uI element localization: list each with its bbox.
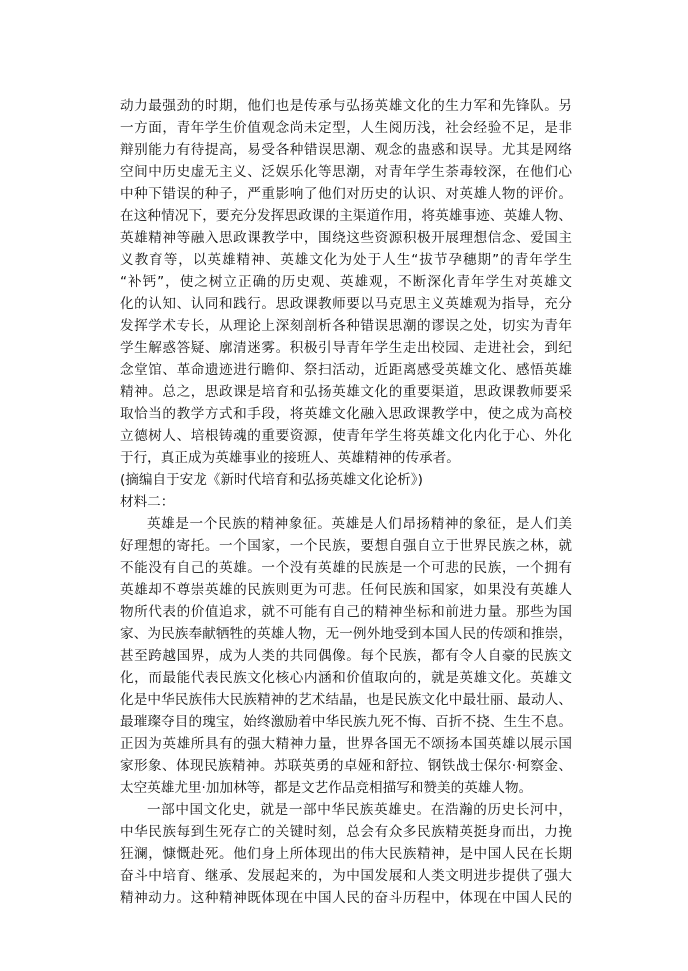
text-line: 精神。总之，思政课是培育和弘扬英雄文化的重要渠道，思政课教师要采: [120, 384, 572, 400]
text-line: 太空英雄尤里·加加林等，都是文艺作品竞相描写和赞美的英雄人物。: [120, 780, 533, 796]
text-line: 辩别能力有待提高，易受各种错误思潮、观念的蛊惑和误导。尤其是网络: [120, 142, 572, 158]
text-line: 不能没有自己的英雄。一个没有英雄的民族是一个可悲的民族，一个拥有: [120, 560, 572, 576]
text-line: 英雄是一个民族的精神象征。英雄是人们昂扬精神的象征，是人们美: [147, 516, 572, 532]
text-line: 在这种情况下，要充分发挥思政课的主渠道作用，将英雄事迹、英雄人物、: [120, 208, 572, 224]
text-line: 甚至跨越国界，成为人类的共同偶像。每个民族，都有令人自豪的民族文: [120, 648, 572, 664]
text-line: “补钙”，使之树立正确的历史观、英雄观，不断深化青年学生对英雄文: [120, 274, 572, 290]
text-line: 家形象、体现民族精神。苏联英勇的卓娅和舒拉、钢铁战士保尔·柯察金、: [120, 758, 572, 774]
paragraph-2: [120, 513, 572, 799]
text-line: 物所代表的价值追求，就不可能有自己的精神坐标和前进力量。那些为国: [120, 604, 572, 620]
paragraph-part1: [120, 95, 572, 469]
text-line: 家、为民族奉献牺牲的英雄人物，无一例外地受到本国人民的传颂和推崇，: [120, 626, 572, 642]
text-line: 念堂馆、革命遗迹进行瞻仰、祭扫活动，近距离感受英雄文化、感悟英雄: [120, 362, 572, 378]
text-line: 中华民族每到生死存亡的关键时刻，总会有众多民族精英挺身而出，力挽: [120, 824, 572, 840]
text-line: 化的认知、认同和践行。思政课教师要以马克思主义英雄观为指导，充分: [120, 296, 572, 312]
text-line: 一方面，青年学生价值观念尚未定型，人生阅历浅，社会经验不足，是非: [120, 120, 572, 136]
text-line: 奋斗中培育、继承、发展起来的，为中国发展和人类文明进步提供了强大: [120, 868, 572, 884]
text-line: 义教育等，以英雄精神、英雄文化为处于人生“拔节孕穗期”的青年学生: [120, 252, 572, 268]
source-note: (摘编自于安龙《新时代培育和弘扬英雄文化论析》): [120, 472, 423, 488]
text-line: 化，而最能代表民族文化核心内涵和价值取向的，就是英雄文化。英雄文: [120, 670, 572, 686]
text-line: 狂澜，慷慨赴死。他们身上所体现出的伟大民族精神，是中国人民在长期: [120, 846, 572, 862]
text-line: 中种下错误的种子，严重影响了他们对历史的认识、对英雄人物的评价。: [120, 186, 572, 202]
text-line: 一部中国文化史，就是一部中华民族英雄史。在浩瀚的历史长河中，: [147, 802, 572, 818]
document-page: [120, 95, 572, 909]
text-line: 立德树人、培根铸魂的重要资源，使青年学生将英雄文化内化于心、外化: [120, 428, 572, 444]
text-line: 精神动力。这种精神既体现在中国人民的奋斗历程中，体现在中国人民的: [120, 890, 572, 906]
paragraph-3: [120, 799, 572, 909]
text-line: 空间中历史虚无主义、泛娱乐化等思潮，对青年学生荼毒较深，在他们心: [120, 164, 572, 180]
text-line: 发挥学术专长，从理论上深刻剖析各种错误思潮的谬误之处，切实为青年: [120, 318, 572, 334]
text-line: 英雄却不尊崇英雄的民族则更为可悲。任何民族和国家，如果没有英雄人: [120, 582, 572, 598]
text-line: 好理想的寄托。一个国家，一个民族，要想自强自立于世界民族之林，就: [120, 538, 572, 554]
text-line: 取恰当的教学方式和手段，将英雄文化融入思政课教学中，使之成为高校: [120, 406, 572, 422]
text-line: 正因为英雄所具有的强大精神力量，世界各国无不颂扬本国英雄以展示国: [120, 736, 572, 752]
text-line: 化是中华民族伟大民族精神的艺术结晶，也是民族文化中最壮丽、最动人、: [120, 692, 572, 708]
text-line: 学生解惑答疑、廓清迷雾。积极引导青年学生走出校园、走进社会，到纪: [120, 340, 572, 356]
text-line: 于行，真正成为英雄事业的接班人、英雄精神的传承者。: [120, 450, 460, 466]
text-line: 英雄精神等融入思政课教学中，围绕这些资源积极开展理想信念、爱国主: [120, 230, 572, 246]
text-line: 最璀璨夺目的瑰宝，始终激励着中华民族九死不悔、百折不挠、生生不息。: [120, 714, 572, 730]
text-line: 动力最强劲的时期，他们也是传承与弘扬英雄文化的生力军和先锋队。另: [120, 98, 572, 114]
material2-heading: 材料二：: [120, 494, 175, 510]
